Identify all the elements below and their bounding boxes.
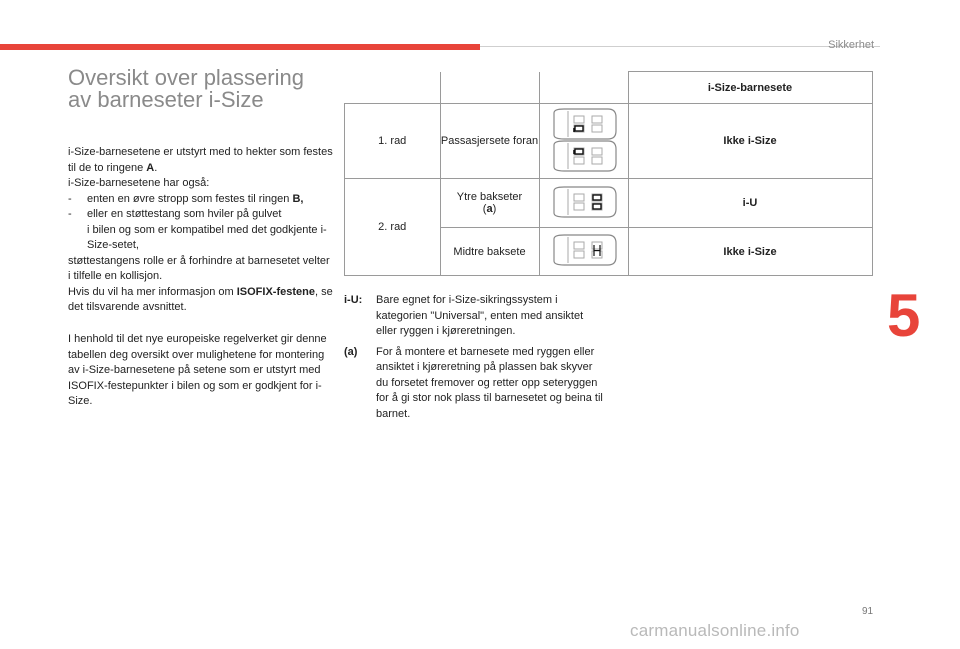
regulation-paragraph: I henhold til det nye europeiske regelverket gir denne tabellen deg oversikt over mulighetene for montering av i-Size-barnesetene på setene som er utstyrt med ISOFIX-festepunkter i bilen og som er godkjent for i-Size. xyxy=(68,333,327,407)
seat-label: Midtre baksete xyxy=(440,228,539,276)
car-rear-outer-seats-icon xyxy=(539,179,628,228)
intro-text: i-Size-barnesetene er utstyrt med to hekter som festes til de to ringene xyxy=(68,146,333,174)
intro-text: i-Size-barnesetene har også: xyxy=(68,177,210,189)
list-item: - eller en støttestang som hviler på gulvet xyxy=(68,207,333,223)
compatibility-value: Ikke i-Size xyxy=(628,104,872,179)
note-item xyxy=(344,293,604,340)
list-item: - enten en øvre stropp som festes til ringen B, xyxy=(68,192,304,205)
intro-paragraph xyxy=(68,145,333,316)
note-text: For å montere et barnesete med ryggen eller ansiktet i kjøreretning på plassen bak skyver du forsetet fremover og retter opp seteryggen for å gi stor nok plass til barnesetet og beina til barnet. xyxy=(376,345,603,420)
compatibility-value: Ikke i-Size xyxy=(628,228,872,276)
title-line-2: av barneseter i-Size xyxy=(68,87,264,112)
intro-text: støttestangens rolle er å forhindre at barnesetet velter i tilfelle en kollisjon. xyxy=(68,254,330,282)
list-item-text: enten en øvre stropp som festes til ringen xyxy=(87,192,293,205)
list-item-text: i bilen og som er kompatibel med det godkjente i-Size-setet, xyxy=(87,223,327,251)
table-notes xyxy=(344,293,604,427)
top-accent-bar xyxy=(0,44,480,50)
seat-label: Ytre bakseter xyxy=(456,191,523,203)
watermark: carmanualsonline.info xyxy=(630,621,800,640)
seat-note: a xyxy=(486,203,493,215)
intro-text: Hvis du vil ha mer informasjon om xyxy=(68,285,237,298)
table-row xyxy=(345,179,873,228)
note-key: i-U: xyxy=(344,294,363,306)
compatibility-value: i-U xyxy=(628,179,872,228)
car-front-seat-icon xyxy=(539,104,628,179)
title-line-1: Oversikt over plassering xyxy=(68,65,304,90)
seat-cell: Ytre bakseter (a) xyxy=(440,179,539,228)
car-rear-middle-seat-icon xyxy=(539,228,628,276)
isofix-reference: ISOFIX-festene xyxy=(236,285,315,298)
intro-text: . xyxy=(154,161,158,174)
row-label: 1. rad xyxy=(345,104,441,179)
isize-table xyxy=(344,71,873,276)
table-header: i-Size-barnesete xyxy=(628,72,872,104)
row-label: 2. rad xyxy=(345,179,441,276)
ring-a-label: A xyxy=(146,161,155,174)
note-text: Bare egnet for i-Size-sikringssystem i kategorien "Universal", enten med ansiktet eller ryggen i kjøreretningen. xyxy=(376,294,584,337)
seat-label: Passasjersete foran xyxy=(440,104,539,179)
list-item-text: eller en støttestang som hviler på gulvet xyxy=(87,208,282,220)
chapter-number: 5 xyxy=(887,282,921,349)
section-header: Sikkerhet xyxy=(828,39,874,51)
note-key: (a) xyxy=(344,345,358,358)
page-number: 91 xyxy=(862,606,874,617)
ring-b-label: B, xyxy=(292,192,304,205)
table-row xyxy=(345,104,873,179)
note-item xyxy=(344,345,604,423)
page-title xyxy=(68,67,328,111)
table-header-row xyxy=(345,72,873,104)
top-rule xyxy=(480,46,880,47)
intro-text: , se det tilsvarende avsnittet. xyxy=(68,285,333,313)
